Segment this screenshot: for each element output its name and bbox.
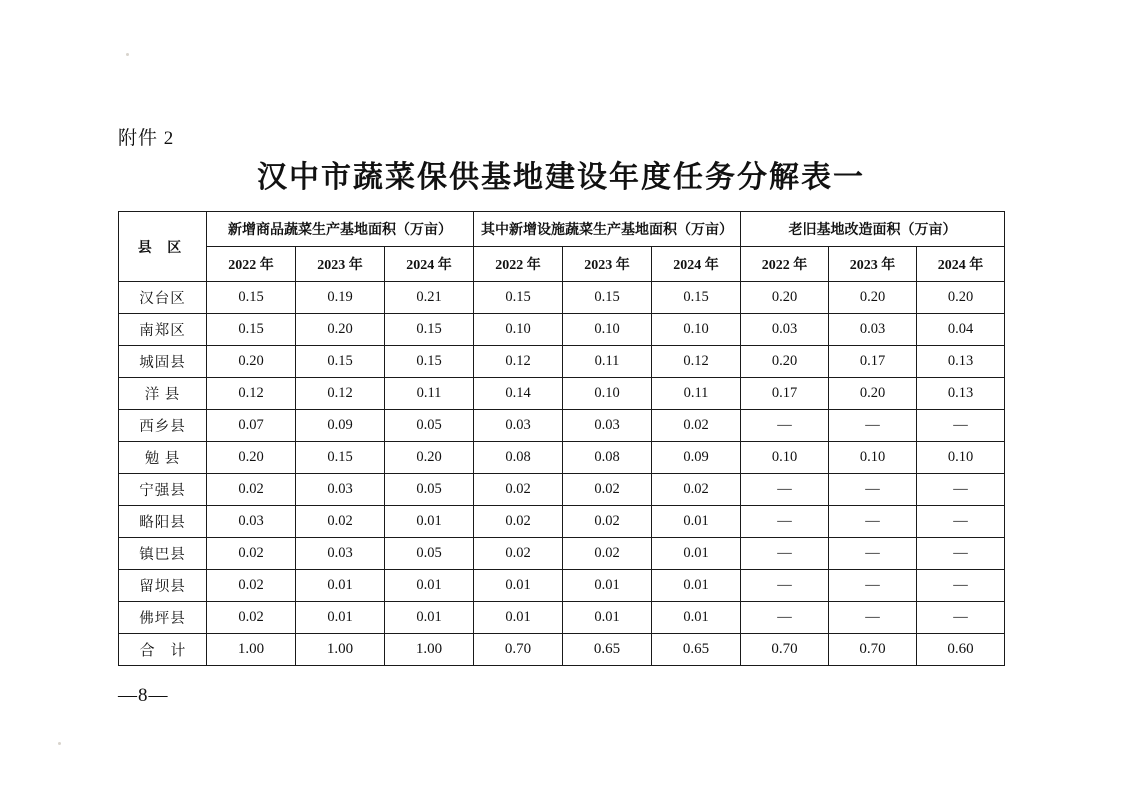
cell-value: 0.01 [385, 506, 474, 538]
row-label: 洋 县 [119, 378, 207, 410]
cell-value: 0.01 [474, 602, 563, 634]
cell-value: 0.01 [296, 602, 385, 634]
cell-value-total: 0.70 [741, 634, 829, 666]
cell-value: 0.01 [652, 506, 741, 538]
row-label: 汉台区 [119, 282, 207, 314]
column-header-year-5: 2023 年 [563, 247, 652, 282]
cell-value: 0.01 [385, 602, 474, 634]
cell-value: — [741, 602, 829, 634]
table-row [119, 346, 1005, 378]
row-label: 城固县 [119, 346, 207, 378]
cell-value: — [917, 474, 1005, 506]
cell-value: — [829, 506, 917, 538]
cell-value: 0.15 [207, 282, 296, 314]
cell-value: 0.10 [563, 378, 652, 410]
row-label: 佛坪县 [119, 602, 207, 634]
row-label-total: 合 计 [119, 634, 207, 666]
cell-value: 0.02 [652, 474, 741, 506]
cell-value: 0.01 [652, 538, 741, 570]
cell-value: 0.13 [917, 378, 1005, 410]
cell-value: — [741, 410, 829, 442]
page-number: —8— [118, 685, 169, 706]
cell-value: 0.01 [563, 570, 652, 602]
cell-value: 0.12 [474, 346, 563, 378]
cell-value: — [829, 570, 917, 602]
cell-value: 0.15 [385, 314, 474, 346]
cell-value-total: 0.70 [474, 634, 563, 666]
cell-value: 0.15 [385, 346, 474, 378]
cell-value: 0.21 [385, 282, 474, 314]
column-header-year-1: 2022 年 [207, 247, 296, 282]
cell-value: — [829, 410, 917, 442]
column-header-county: 县 区 [119, 212, 207, 282]
cell-value: 0.01 [474, 570, 563, 602]
cell-value: 0.05 [385, 538, 474, 570]
cell-value: 0.15 [652, 282, 741, 314]
cell-value: 0.05 [385, 474, 474, 506]
cell-value: 0.02 [207, 538, 296, 570]
table-row [119, 442, 1005, 474]
paper-speck [58, 742, 61, 745]
group-header-new-facility-vegetable-base: 其中新增设施蔬菜生产基地面积（万亩） [474, 212, 741, 247]
cell-value: — [741, 570, 829, 602]
cell-value-total: 0.65 [563, 634, 652, 666]
cell-value: 0.20 [385, 442, 474, 474]
cell-value: 0.10 [917, 442, 1005, 474]
cell-value: 0.12 [296, 378, 385, 410]
cell-value: — [917, 538, 1005, 570]
cell-value: 0.10 [829, 442, 917, 474]
cell-value-total: 1.00 [385, 634, 474, 666]
cell-value: 0.07 [207, 410, 296, 442]
cell-value: 0.14 [474, 378, 563, 410]
cell-value: 0.20 [917, 282, 1005, 314]
cell-value: — [829, 538, 917, 570]
cell-value: — [741, 506, 829, 538]
cell-value: 0.09 [652, 442, 741, 474]
cell-value: 0.10 [741, 442, 829, 474]
cell-value: — [829, 474, 917, 506]
cell-value: 0.02 [296, 506, 385, 538]
cell-value: 0.03 [563, 410, 652, 442]
cell-value: 0.03 [207, 506, 296, 538]
cell-value: 0.12 [207, 378, 296, 410]
table-row [119, 474, 1005, 506]
paper-speck [126, 53, 129, 56]
row-label: 镇巴县 [119, 538, 207, 570]
column-header-year-9: 2024 年 [917, 247, 1005, 282]
cell-value: 0.02 [474, 538, 563, 570]
cell-value: 0.03 [296, 474, 385, 506]
cell-value: 0.10 [652, 314, 741, 346]
table-row [119, 378, 1005, 410]
table-row [119, 570, 1005, 602]
cell-value: 0.01 [652, 602, 741, 634]
cell-value: — [741, 474, 829, 506]
cell-value: 0.02 [207, 570, 296, 602]
cell-value: 0.01 [563, 602, 652, 634]
cell-value: 0.02 [207, 602, 296, 634]
cell-value: 0.09 [296, 410, 385, 442]
cell-value: 0.08 [474, 442, 563, 474]
cell-value: 0.20 [207, 346, 296, 378]
cell-value: — [917, 506, 1005, 538]
cell-value: 0.20 [829, 378, 917, 410]
cell-value: — [741, 538, 829, 570]
cell-value: 0.10 [563, 314, 652, 346]
cell-value: 0.20 [207, 442, 296, 474]
cell-value: 0.04 [917, 314, 1005, 346]
cell-value-total: 0.70 [829, 634, 917, 666]
cell-value: 0.08 [563, 442, 652, 474]
cell-value: — [917, 602, 1005, 634]
cell-value: 0.02 [207, 474, 296, 506]
table-row [119, 506, 1005, 538]
column-header-year-2: 2023 年 [296, 247, 385, 282]
cell-value-total: 1.00 [207, 634, 296, 666]
cell-value: 0.20 [296, 314, 385, 346]
cell-value: 0.03 [741, 314, 829, 346]
cell-value: 0.02 [474, 474, 563, 506]
cell-value: 0.02 [474, 506, 563, 538]
group-header-old-base-renovation: 老旧基地改造面积（万亩） [741, 212, 1005, 247]
cell-value: 0.02 [563, 474, 652, 506]
cell-value: 0.03 [474, 410, 563, 442]
cell-value: 0.03 [829, 314, 917, 346]
table-header-row-years [119, 247, 1005, 282]
table-header-row-groups [119, 212, 1005, 247]
cell-value: 0.12 [652, 346, 741, 378]
row-label: 西乡县 [119, 410, 207, 442]
cell-value: — [917, 570, 1005, 602]
table-total-row [119, 634, 1005, 666]
cell-value-total: 0.60 [917, 634, 1005, 666]
column-header-year-7: 2022 年 [741, 247, 829, 282]
group-header-new-commercial-vegetable-base: 新增商品蔬菜生产基地面积（万亩） [207, 212, 474, 247]
cell-value: 0.01 [652, 570, 741, 602]
cell-value: 0.05 [385, 410, 474, 442]
cell-value: 0.17 [741, 378, 829, 410]
cell-value: 0.02 [652, 410, 741, 442]
cell-value: 0.15 [563, 282, 652, 314]
row-label: 宁强县 [119, 474, 207, 506]
cell-value: 0.20 [741, 346, 829, 378]
cell-value: 0.11 [563, 346, 652, 378]
page-title: 汉中市蔬菜保供基地建设年度任务分解表一 [257, 161, 865, 194]
cell-value: 0.02 [563, 506, 652, 538]
cell-value: 0.15 [296, 346, 385, 378]
table-row [119, 538, 1005, 570]
cell-value: 0.11 [385, 378, 474, 410]
column-header-year-4: 2022 年 [474, 247, 563, 282]
cell-value-total: 1.00 [296, 634, 385, 666]
table-row [119, 314, 1005, 346]
column-header-year-8: 2023 年 [829, 247, 917, 282]
attachment-label: 附件 2 [118, 128, 175, 149]
cell-value: — [917, 410, 1005, 442]
cell-value: 0.20 [741, 282, 829, 314]
row-label: 略阳县 [119, 506, 207, 538]
cell-value: 0.02 [563, 538, 652, 570]
cell-value: 0.13 [917, 346, 1005, 378]
cell-value: 0.15 [207, 314, 296, 346]
cell-value: 0.15 [474, 282, 563, 314]
cell-value: 0.03 [296, 538, 385, 570]
column-header-year-3: 2024 年 [385, 247, 474, 282]
cell-value: 0.15 [296, 442, 385, 474]
cell-value: 0.10 [474, 314, 563, 346]
row-label: 留坝县 [119, 570, 207, 602]
cell-value: 0.01 [296, 570, 385, 602]
table-row [119, 410, 1005, 442]
cell-value-total: 0.65 [652, 634, 741, 666]
task-breakdown-table-wrapper [118, 211, 1004, 666]
cell-value: 0.17 [829, 346, 917, 378]
cell-value: 0.11 [652, 378, 741, 410]
cell-value: — [829, 602, 917, 634]
cell-value: 0.01 [385, 570, 474, 602]
column-header-year-6: 2024 年 [652, 247, 741, 282]
cell-value: 0.20 [829, 282, 917, 314]
row-label: 南郑区 [119, 314, 207, 346]
table-row [119, 602, 1005, 634]
cell-value: 0.19 [296, 282, 385, 314]
row-label: 勉 县 [119, 442, 207, 474]
table-row [119, 282, 1005, 314]
task-breakdown-table [118, 211, 1005, 666]
